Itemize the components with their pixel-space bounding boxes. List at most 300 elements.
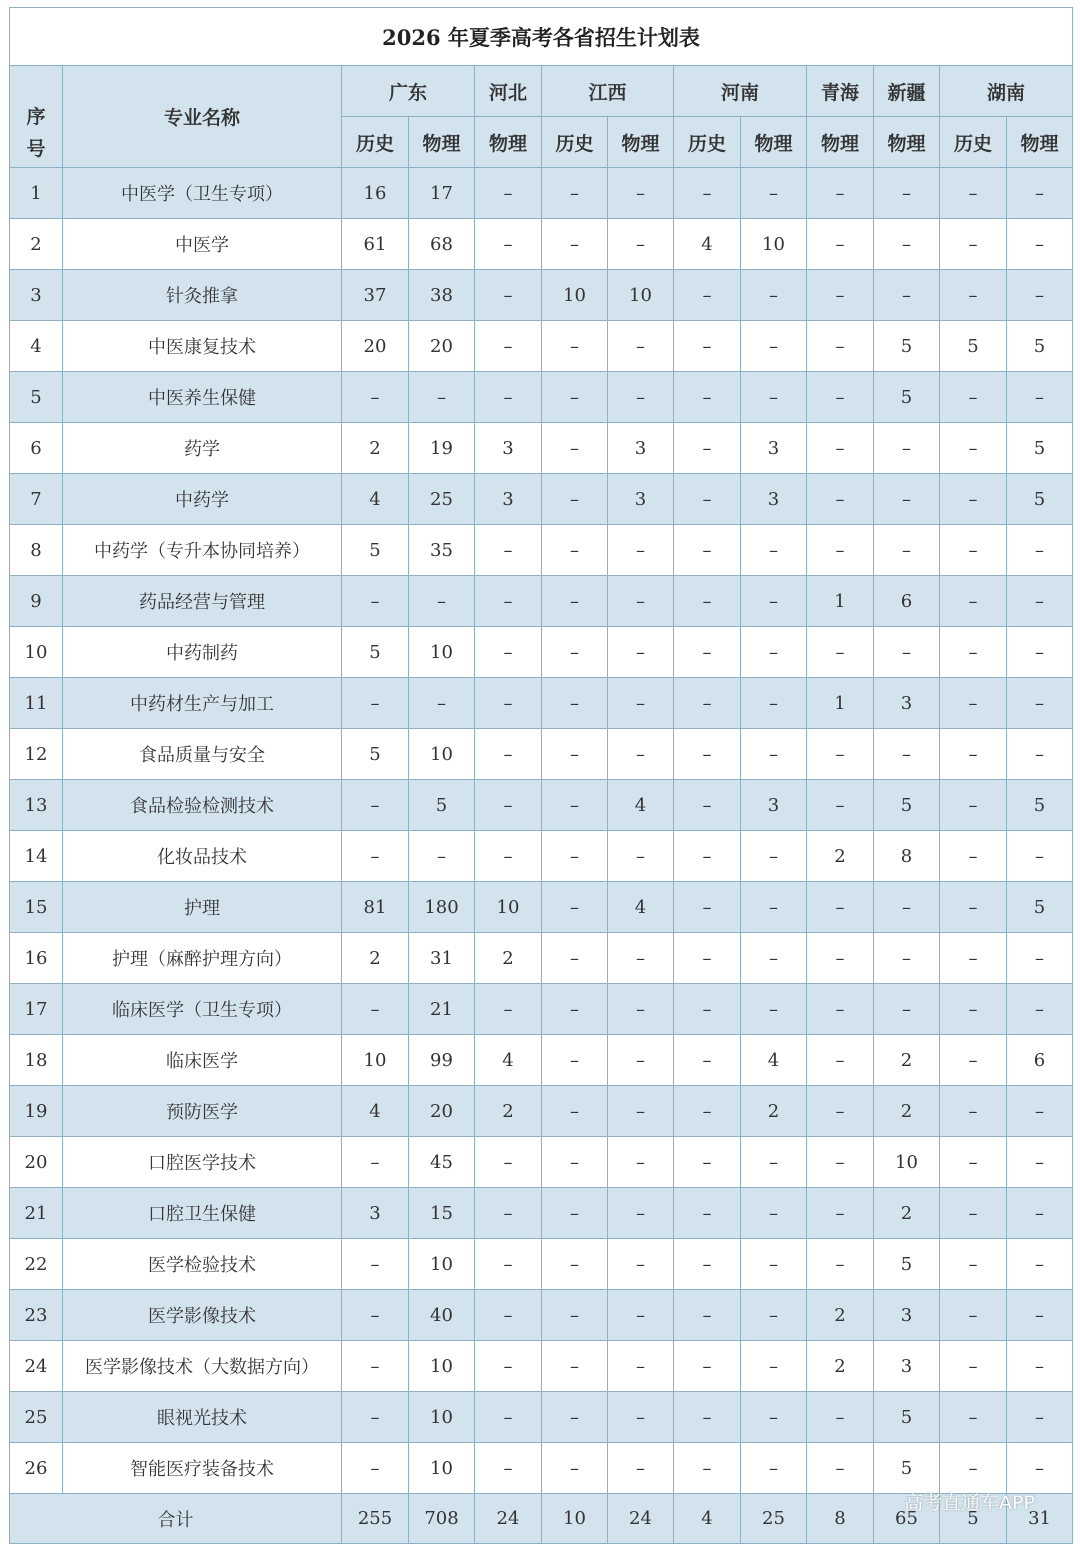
row-quota-cell: –	[542, 678, 608, 729]
row-quota-cell: –	[807, 729, 874, 780]
row-quota-cell: 8	[874, 831, 940, 882]
row-quota-cell: –	[807, 423, 874, 474]
row-quota-cell: –	[542, 1188, 608, 1239]
row-quota-cell: –	[542, 321, 608, 372]
row-quota-cell: 2	[342, 423, 409, 474]
row-quota-cell: –	[807, 882, 874, 933]
row-quota-cell: –	[342, 831, 409, 882]
row-quota-cell: 3	[741, 780, 807, 831]
row-quota-cell: –	[475, 372, 542, 423]
row-quota-cell: 35	[409, 525, 475, 576]
row-quota-cell: –	[741, 831, 807, 882]
header-province: 湖南	[940, 66, 1073, 117]
row-seq: 2	[10, 219, 63, 270]
row-quota-cell: –	[741, 1392, 807, 1443]
row-seq: 18	[10, 1035, 63, 1086]
row-quota-cell: –	[940, 1239, 1007, 1290]
row-quota-cell: –	[674, 525, 741, 576]
row-seq: 10	[10, 627, 63, 678]
header-province: 青海	[807, 66, 874, 117]
row-quota-cell: 5	[874, 1443, 940, 1494]
row-quota-cell: –	[874, 984, 940, 1035]
row-quota-cell: –	[741, 882, 807, 933]
row-quota-cell: –	[608, 168, 674, 219]
row-quota-cell: –	[542, 882, 608, 933]
row-quota-cell: 2	[807, 1341, 874, 1392]
row-quota-cell: –	[741, 525, 807, 576]
row-quota-cell: –	[475, 270, 542, 321]
row-seq: 7	[10, 474, 63, 525]
row-quota-cell: 5	[1007, 780, 1073, 831]
row-quota-cell: –	[741, 933, 807, 984]
row-quota-cell: –	[608, 831, 674, 882]
row-seq: 3	[10, 270, 63, 321]
row-quota-cell: –	[409, 678, 475, 729]
row-quota-cell: –	[409, 831, 475, 882]
row-quota-cell: 17	[409, 168, 475, 219]
total-value-cell: 8	[807, 1494, 874, 1544]
row-quota-cell: –	[741, 1443, 807, 1494]
row-quota-cell: –	[741, 270, 807, 321]
row-quota-cell: –	[807, 1188, 874, 1239]
row-quota-cell: –	[608, 1035, 674, 1086]
row-quota-cell: –	[807, 984, 874, 1035]
row-seq: 11	[10, 678, 63, 729]
row-quota-cell: –	[1007, 1341, 1073, 1392]
row-major-name: 中药学	[63, 474, 342, 525]
table-row	[10, 984, 1073, 1035]
row-quota-cell: –	[542, 525, 608, 576]
row-quota-cell: 68	[409, 219, 475, 270]
row-quota-cell: 2	[807, 1290, 874, 1341]
row-quota-cell: –	[1007, 1137, 1073, 1188]
row-seq: 12	[10, 729, 63, 780]
row-quota-cell: –	[542, 219, 608, 270]
row-quota-cell: 10	[608, 270, 674, 321]
row-major-name: 中医养生保健	[63, 372, 342, 423]
table-row	[10, 270, 1073, 321]
row-major-name: 护理	[63, 882, 342, 933]
row-quota-cell: –	[475, 1239, 542, 1290]
row-quota-cell: –	[475, 1392, 542, 1443]
row-quota-cell: –	[608, 933, 674, 984]
row-quota-cell: –	[807, 372, 874, 423]
row-major-name: 针灸推拿	[63, 270, 342, 321]
row-quota-cell: –	[608, 1290, 674, 1341]
row-quota-cell: 2	[475, 933, 542, 984]
row-seq: 5	[10, 372, 63, 423]
row-quota-cell: –	[542, 474, 608, 525]
row-quota-cell: 1	[807, 678, 874, 729]
row-quota-cell: –	[741, 1239, 807, 1290]
row-quota-cell: –	[674, 729, 741, 780]
row-quota-cell: –	[674, 474, 741, 525]
row-quota-cell: 2	[741, 1086, 807, 1137]
table-row	[10, 372, 1073, 423]
row-quota-cell: 5	[1007, 882, 1073, 933]
row-quota-cell: –	[874, 423, 940, 474]
row-quota-cell: –	[940, 270, 1007, 321]
row-quota-cell: 38	[409, 270, 475, 321]
header-subject: 历史	[342, 117, 409, 168]
row-quota-cell: –	[940, 729, 1007, 780]
table-row	[10, 627, 1073, 678]
row-seq: 13	[10, 780, 63, 831]
row-quota-cell: –	[674, 423, 741, 474]
row-quota-cell: 21	[409, 984, 475, 1035]
row-quota-cell: –	[409, 372, 475, 423]
row-quota-cell: 5	[1007, 423, 1073, 474]
row-quota-cell: 4	[608, 780, 674, 831]
header-subject: 物理	[1007, 117, 1073, 168]
row-quota-cell: –	[940, 1443, 1007, 1494]
row-quota-cell: –	[940, 984, 1007, 1035]
row-major-name: 护理（麻醉护理方向）	[63, 933, 342, 984]
row-quota-cell: –	[1007, 1443, 1073, 1494]
row-quota-cell: –	[807, 1443, 874, 1494]
row-major-name: 食品检验检测技术	[63, 780, 342, 831]
header-subject: 物理	[608, 117, 674, 168]
row-quota-cell: 10	[475, 882, 542, 933]
row-seq: 1	[10, 168, 63, 219]
row-quota-cell: –	[674, 678, 741, 729]
table-row	[10, 525, 1073, 576]
row-quota-cell: –	[342, 1239, 409, 1290]
row-quota-cell: 20	[409, 321, 475, 372]
total-label: 合计	[10, 1494, 342, 1544]
row-quota-cell: –	[342, 576, 409, 627]
row-quota-cell: –	[475, 1137, 542, 1188]
table-row	[10, 1341, 1073, 1392]
row-quota-cell: 10	[409, 1392, 475, 1443]
row-quota-cell: 61	[342, 219, 409, 270]
row-quota-cell: –	[542, 984, 608, 1035]
row-quota-cell: –	[475, 831, 542, 882]
row-quota-cell: –	[940, 780, 1007, 831]
row-quota-cell: –	[409, 576, 475, 627]
row-quota-cell: –	[1007, 729, 1073, 780]
row-quota-cell: –	[741, 678, 807, 729]
header-subject: 历史	[940, 117, 1007, 168]
row-quota-cell: –	[1007, 1290, 1073, 1341]
header-subject: 物理	[874, 117, 940, 168]
total-value-cell: 10	[542, 1494, 608, 1544]
row-quota-cell: –	[674, 372, 741, 423]
row-quota-cell: 2	[807, 831, 874, 882]
table-row	[10, 423, 1073, 474]
row-quota-cell: –	[940, 1188, 1007, 1239]
row-quota-cell: 3	[741, 474, 807, 525]
row-quota-cell: –	[674, 1290, 741, 1341]
row-quota-cell: –	[874, 525, 940, 576]
row-major-name: 医学影像技术（大数据方向）	[63, 1341, 342, 1392]
row-seq: 22	[10, 1239, 63, 1290]
total-value-cell: 4	[674, 1494, 741, 1544]
row-quota-cell: –	[940, 372, 1007, 423]
row-quota-cell: –	[608, 321, 674, 372]
row-quota-cell: –	[1007, 678, 1073, 729]
row-quota-cell: –	[807, 780, 874, 831]
row-quota-cell: –	[542, 1086, 608, 1137]
row-seq: 8	[10, 525, 63, 576]
row-quota-cell: –	[674, 627, 741, 678]
row-quota-cell: –	[608, 1137, 674, 1188]
header-province: 新疆	[874, 66, 940, 117]
row-quota-cell: –	[608, 1188, 674, 1239]
table-row	[10, 933, 1073, 984]
row-quota-cell: –	[542, 780, 608, 831]
row-quota-cell: 10	[409, 729, 475, 780]
row-quota-cell: 2	[475, 1086, 542, 1137]
row-quota-cell: 3	[874, 1341, 940, 1392]
row-quota-cell: –	[874, 882, 940, 933]
row-quota-cell: –	[1007, 270, 1073, 321]
header-province: 广东	[342, 66, 475, 117]
row-quota-cell: 5	[342, 627, 409, 678]
row-quota-cell: –	[542, 1341, 608, 1392]
row-quota-cell: 37	[342, 270, 409, 321]
row-quota-cell: –	[1007, 1188, 1073, 1239]
row-quota-cell: –	[940, 168, 1007, 219]
row-major-name: 医学检验技术	[63, 1239, 342, 1290]
table-row	[10, 219, 1073, 270]
row-quota-cell: 4	[674, 219, 741, 270]
table-row	[10, 1086, 1073, 1137]
row-quota-cell: 180	[409, 882, 475, 933]
row-quota-cell: 2	[874, 1035, 940, 1086]
row-quota-cell: –	[1007, 933, 1073, 984]
row-seq: 9	[10, 576, 63, 627]
total-value-cell: 255	[342, 1494, 409, 1544]
row-quota-cell: –	[741, 729, 807, 780]
row-quota-cell: –	[807, 1137, 874, 1188]
row-major-name: 中医学	[63, 219, 342, 270]
row-quota-cell: –	[807, 1035, 874, 1086]
row-quota-cell: –	[940, 1392, 1007, 1443]
total-value-cell: 24	[475, 1494, 542, 1544]
row-quota-cell: –	[741, 1290, 807, 1341]
row-seq: 21	[10, 1188, 63, 1239]
row-quota-cell: –	[342, 984, 409, 1035]
row-seq: 6	[10, 423, 63, 474]
row-quota-cell: 5	[874, 372, 940, 423]
row-quota-cell: 3	[608, 474, 674, 525]
row-quota-cell: –	[940, 1035, 1007, 1086]
row-quota-cell: 4	[741, 1035, 807, 1086]
header-subject: 物理	[741, 117, 807, 168]
row-seq: 16	[10, 933, 63, 984]
row-quota-cell: –	[1007, 831, 1073, 882]
row-quota-cell: –	[674, 168, 741, 219]
row-quota-cell: 20	[342, 321, 409, 372]
row-major-name: 药品经营与管理	[63, 576, 342, 627]
row-quota-cell: 5	[1007, 321, 1073, 372]
row-seq: 4	[10, 321, 63, 372]
row-seq: 15	[10, 882, 63, 933]
row-quota-cell: –	[741, 372, 807, 423]
row-quota-cell: –	[807, 474, 874, 525]
row-quota-cell: –	[674, 780, 741, 831]
row-quota-cell: –	[342, 678, 409, 729]
total-value-cell: 24	[608, 1494, 674, 1544]
row-quota-cell: 10	[741, 219, 807, 270]
table-row	[10, 1137, 1073, 1188]
row-quota-cell: 10	[409, 1443, 475, 1494]
row-major-name: 药学	[63, 423, 342, 474]
row-quota-cell: 5	[874, 780, 940, 831]
row-major-name: 眼视光技术	[63, 1392, 342, 1443]
row-quota-cell: 3	[741, 423, 807, 474]
row-quota-cell: –	[874, 168, 940, 219]
row-quota-cell: –	[542, 1290, 608, 1341]
row-quota-cell: –	[940, 576, 1007, 627]
row-quota-cell: 4	[342, 474, 409, 525]
total-value-cell: 65	[874, 1494, 940, 1544]
table-row	[10, 1290, 1073, 1341]
row-quota-cell: 25	[409, 474, 475, 525]
row-quota-cell: 45	[409, 1137, 475, 1188]
header-seq-label: 序 号	[26, 105, 46, 160]
row-quota-cell: –	[542, 372, 608, 423]
row-quota-cell: 4	[608, 882, 674, 933]
row-quota-cell: –	[475, 984, 542, 1035]
row-seq: 19	[10, 1086, 63, 1137]
row-quota-cell: –	[874, 270, 940, 321]
row-quota-cell: –	[475, 678, 542, 729]
row-quota-cell: 6	[1007, 1035, 1073, 1086]
row-quota-cell: –	[1007, 168, 1073, 219]
row-quota-cell: –	[542, 1137, 608, 1188]
row-quota-cell: –	[475, 576, 542, 627]
header-province: 江西	[542, 66, 674, 117]
row-major-name: 化妆品技术	[63, 831, 342, 882]
enrollment-plan-table-container	[9, 7, 1072, 1544]
row-quota-cell: –	[608, 1392, 674, 1443]
row-quota-cell: 2	[342, 933, 409, 984]
table-row	[10, 1443, 1073, 1494]
row-quota-cell: 20	[409, 1086, 475, 1137]
row-quota-cell: –	[940, 1086, 1007, 1137]
row-quota-cell: –	[475, 1290, 542, 1341]
row-quota-cell: 5	[874, 1392, 940, 1443]
header-subject: 物理	[475, 117, 542, 168]
row-quota-cell: –	[940, 831, 1007, 882]
row-quota-cell: –	[608, 1239, 674, 1290]
row-quota-cell: –	[807, 933, 874, 984]
row-major-name: 中医康复技术	[63, 321, 342, 372]
table-row	[10, 780, 1073, 831]
row-major-name: 中医学（卫生专项）	[63, 168, 342, 219]
header-province: 河北	[475, 66, 542, 117]
row-major-name: 食品质量与安全	[63, 729, 342, 780]
row-quota-cell: 81	[342, 882, 409, 933]
header-subject: 历史	[674, 117, 741, 168]
row-seq: 24	[10, 1341, 63, 1392]
table-title: 2026 年夏季高考各省招生计划表	[10, 8, 1073, 66]
row-quota-cell: –	[940, 627, 1007, 678]
row-seq: 20	[10, 1137, 63, 1188]
row-quota-cell: –	[807, 1392, 874, 1443]
header-seq	[10, 66, 63, 168]
row-quota-cell: 5	[874, 321, 940, 372]
row-quota-cell: –	[475, 627, 542, 678]
row-quota-cell: 1	[807, 576, 874, 627]
row-quota-cell: –	[940, 933, 1007, 984]
row-seq: 14	[10, 831, 63, 882]
row-quota-cell: 10	[542, 270, 608, 321]
row-quota-cell: –	[475, 1443, 542, 1494]
row-quota-cell: –	[674, 576, 741, 627]
row-quota-cell: 15	[409, 1188, 475, 1239]
row-quota-cell: –	[674, 1341, 741, 1392]
row-quota-cell: 5	[409, 780, 475, 831]
row-quota-cell: –	[342, 780, 409, 831]
row-quota-cell: 5	[1007, 474, 1073, 525]
row-quota-cell: –	[475, 1188, 542, 1239]
row-quota-cell: –	[741, 168, 807, 219]
row-quota-cell: –	[608, 1086, 674, 1137]
row-quota-cell: –	[807, 270, 874, 321]
table-row	[10, 729, 1073, 780]
row-major-name: 医学影像技术	[63, 1290, 342, 1341]
row-quota-cell: –	[940, 1290, 1007, 1341]
row-quota-cell: –	[475, 525, 542, 576]
row-quota-cell: –	[342, 372, 409, 423]
row-quota-cell: –	[542, 933, 608, 984]
row-quota-cell: –	[1007, 372, 1073, 423]
row-quota-cell: 10	[342, 1035, 409, 1086]
row-quota-cell: –	[542, 423, 608, 474]
row-quota-cell: 3	[874, 1290, 940, 1341]
row-quota-cell: –	[874, 219, 940, 270]
row-major-name: 临床医学	[63, 1035, 342, 1086]
total-value-cell: 708	[409, 1494, 475, 1544]
row-quota-cell: –	[807, 1086, 874, 1137]
row-quota-cell: 4	[475, 1035, 542, 1086]
row-quota-cell: –	[608, 219, 674, 270]
row-quota-cell: –	[674, 321, 741, 372]
row-quota-cell: –	[342, 1443, 409, 1494]
header-subject: 物理	[807, 117, 874, 168]
row-quota-cell: 4	[342, 1086, 409, 1137]
table-row	[10, 321, 1073, 372]
row-quota-cell: 5	[874, 1239, 940, 1290]
row-quota-cell: –	[807, 627, 874, 678]
row-quota-cell: –	[342, 1290, 409, 1341]
row-quota-cell: –	[1007, 984, 1073, 1035]
table-row	[10, 1239, 1073, 1290]
row-quota-cell: –	[741, 1188, 807, 1239]
row-quota-cell: –	[741, 627, 807, 678]
row-quota-cell: –	[608, 627, 674, 678]
row-quota-cell: –	[542, 576, 608, 627]
row-quota-cell: –	[741, 576, 807, 627]
row-quota-cell: 40	[409, 1290, 475, 1341]
row-quota-cell: 10	[409, 1341, 475, 1392]
row-major-name: 中药学（专升本协同培养）	[63, 525, 342, 576]
row-quota-cell: –	[475, 729, 542, 780]
row-quota-cell: –	[608, 1443, 674, 1494]
row-quota-cell: –	[940, 423, 1007, 474]
header-subject: 历史	[542, 117, 608, 168]
table-row	[10, 1035, 1073, 1086]
row-quota-cell: –	[940, 219, 1007, 270]
row-quota-cell: –	[608, 729, 674, 780]
row-quota-cell: –	[807, 219, 874, 270]
row-quota-cell: –	[542, 168, 608, 219]
row-major-name: 临床医学（卫生专项）	[63, 984, 342, 1035]
row-quota-cell: 99	[409, 1035, 475, 1086]
